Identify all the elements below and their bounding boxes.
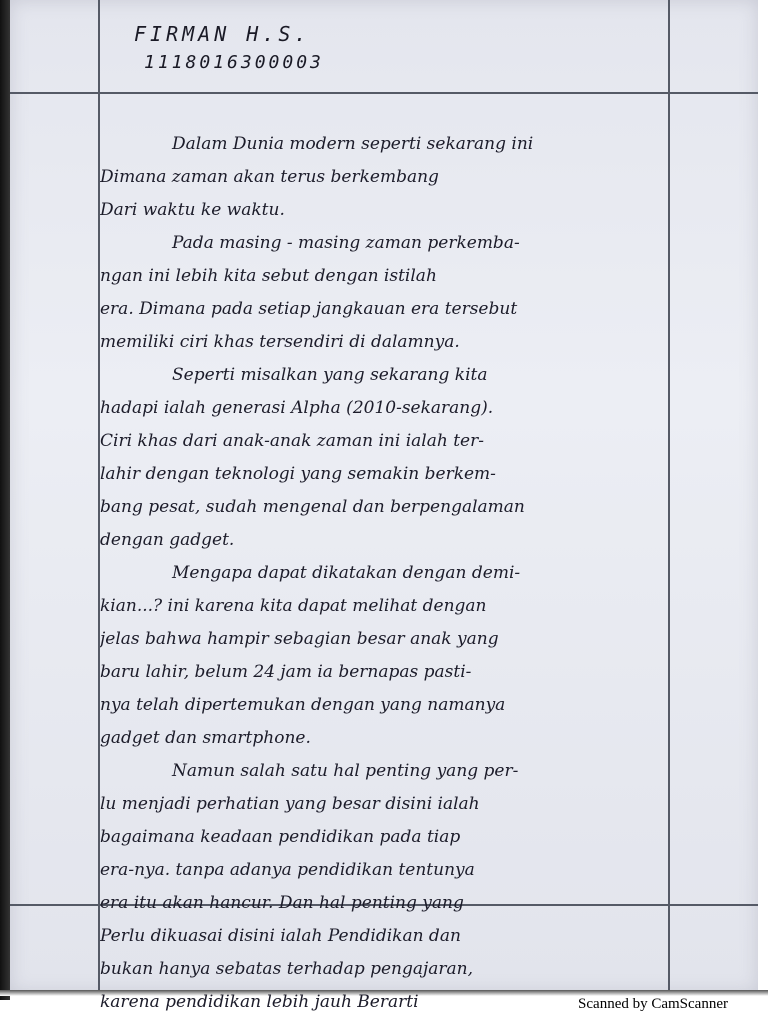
essay-line: bagaimana keadaan pendidikan pada tiap xyxy=(100,827,461,847)
essay-line: jelas bahwa hampir sebagian besar anak yang xyxy=(100,629,499,649)
essay-line: bang pesat, sudah mengenal dan berpengalaman xyxy=(100,497,525,517)
essay-line: lu menjadi perhatian yang besar disini ialah xyxy=(100,794,480,814)
essay-line: karena pendidikan lebih jauh Berarti xyxy=(100,992,419,1012)
essay-line: dengan gadget. xyxy=(100,530,235,550)
essay-line: bukan hanya sebatas terhadap pengajaran, xyxy=(100,959,474,979)
essay-line: gadget dan smartphone. xyxy=(100,728,311,748)
author-name: FIRMAN H.S. xyxy=(134,22,311,46)
essay-line: Dalam Dunia modern seperti sekarang ini xyxy=(172,134,534,154)
essay-line: memiliki ciri khas tersendiri di dalamnya. xyxy=(100,332,460,352)
essay-line: Mengapa dapat dikatakan dengan demi- xyxy=(172,563,521,583)
essay-line: Namun salah satu hal penting yang per- xyxy=(172,761,519,781)
scan-edge-shadow xyxy=(0,0,10,1000)
essay-line: hadapi ialah generasi Alpha (2010-sekarang). xyxy=(100,398,494,418)
essay-line: Ciri khas dari anak-anak zaman ini ialah ter- xyxy=(100,431,484,451)
essay-line: baru lahir, belum 24 jam ia bernapas pasti- xyxy=(100,662,472,682)
essay-line: era. Dimana pada setiap jangkauan era tersebut xyxy=(100,299,518,319)
essay-line: era-nya. tanpa adanya pendidikan tentunya xyxy=(100,860,475,880)
essay-line: Dari waktu ke waktu. xyxy=(100,200,285,220)
essay-line: Seperti misalkan yang sekarang kita xyxy=(172,365,488,385)
essay-line: kian...? ini karena kita dapat melihat dengan xyxy=(100,596,487,616)
essay-line: ngan ini lebih kita sebut dengan istilah xyxy=(100,266,437,286)
border-top xyxy=(10,92,758,94)
essay-line: nya telah dipertemukan dengan yang namanya xyxy=(100,695,506,715)
essay-line: Perlu dikuasai disini ialah Pendidikan dan xyxy=(100,926,461,946)
scanner-watermark: Scanned by CamScanner xyxy=(578,996,728,1012)
student-id: 1118016300003 xyxy=(144,52,324,73)
handwritten-essay xyxy=(100,128,670,1019)
essay-line: era itu akan hancur. Dan hal penting yang xyxy=(100,893,464,913)
essay-line: lahir dengan teknologi yang semakin berkem- xyxy=(100,464,496,484)
essay-line: Dimana zaman akan terus berkembang xyxy=(100,167,439,187)
essay-line: Pada masing - masing zaman perkemba- xyxy=(172,233,520,253)
